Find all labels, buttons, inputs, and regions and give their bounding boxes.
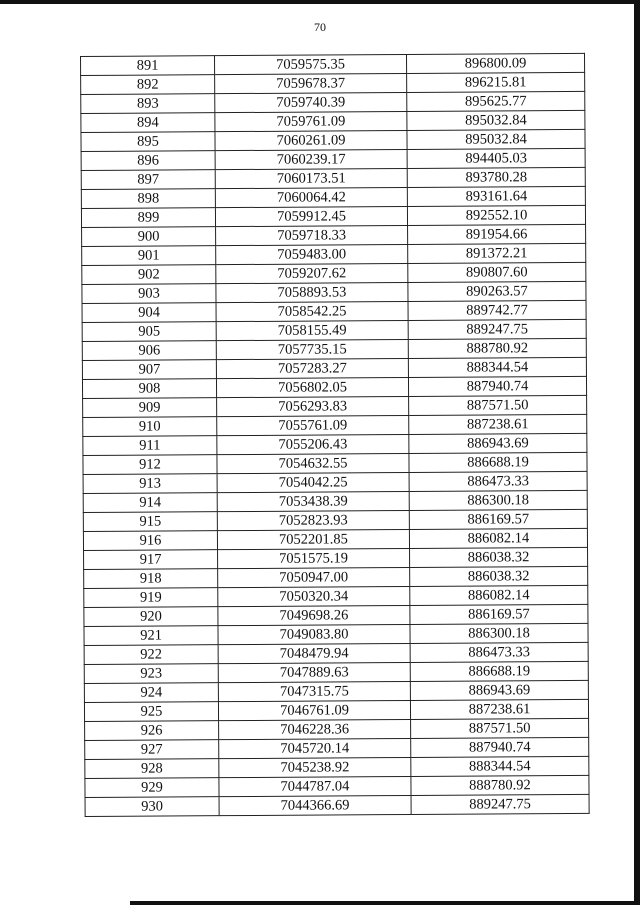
table-row [82,376,586,398]
x-coordinate-cell: 7057735.15 [216,340,408,360]
point-number-cell: 901 [82,246,216,266]
point-number-cell: 922 [84,645,218,665]
point-number-cell: 906 [82,341,216,361]
x-coordinate-cell: 7060261.09 [215,131,407,151]
y-coordinate-cell: 888344.54 [411,756,589,776]
x-coordinate-cell: 7059483.00 [216,245,408,265]
y-coordinate-cell: 895625.77 [407,91,585,111]
x-coordinate-cell: 7045238.92 [219,757,411,777]
x-coordinate-cell: 7056293.83 [217,396,409,416]
table-row [84,642,588,664]
table-row [84,623,588,645]
point-number-cell: 903 [82,284,216,304]
y-coordinate-cell: 889247.75 [408,319,586,339]
y-coordinate-cell: 888780.92 [408,338,586,358]
point-number-cell: 911 [83,436,217,456]
table-row [82,319,586,341]
point-number-cell: 898 [81,189,215,209]
table-row [85,775,589,797]
y-coordinate-cell: 891372.21 [408,243,586,263]
coordinates-table [80,53,590,817]
y-coordinate-cell: 887238.61 [410,699,588,719]
y-coordinate-cell: 888780.92 [411,775,589,795]
point-number-cell: 907 [82,360,216,380]
table-row [82,357,586,379]
point-number-cell: 913 [83,474,217,494]
x-coordinate-cell: 7045720.14 [219,738,411,758]
y-coordinate-cell: 887571.50 [411,718,589,738]
y-coordinate-cell: 886038.32 [410,547,588,567]
table-row [81,91,585,113]
y-coordinate-cell: 886169.57 [409,509,587,529]
scan-edge-top [0,0,640,4]
y-coordinate-cell: 887940.74 [408,376,586,396]
point-number-cell: 923 [84,664,218,684]
x-coordinate-cell: 7059740.39 [215,93,407,113]
table-row [82,281,586,303]
x-coordinate-cell: 7060239.17 [215,150,407,170]
table-row [83,471,587,493]
point-number-cell: 891 [81,56,215,76]
x-coordinate-cell: 7055206.43 [217,434,409,454]
y-coordinate-cell: 896800.09 [406,53,584,73]
y-coordinate-cell: 886473.33 [410,642,588,662]
y-coordinate-cell: 893161.64 [407,186,585,206]
table-row [84,604,588,626]
table-row [81,148,585,170]
point-number-cell: 917 [84,550,218,570]
table-row [84,661,588,683]
y-coordinate-cell: 893780.28 [407,167,585,187]
x-coordinate-cell: 7048479.94 [218,643,410,663]
table-row [81,167,585,189]
table-row [85,737,589,759]
table-row [83,414,587,436]
x-coordinate-cell: 7055761.09 [217,415,409,435]
x-coordinate-cell: 7046228.36 [219,719,411,739]
point-number-cell: 892 [81,75,215,95]
point-number-cell: 900 [82,227,216,247]
x-coordinate-cell: 7044787.04 [219,776,411,796]
x-coordinate-cell: 7058542.25 [216,302,408,322]
table-row [84,680,588,702]
y-coordinate-cell: 888344.54 [408,357,586,377]
y-coordinate-cell: 886473.33 [409,471,587,491]
y-coordinate-cell: 895032.84 [407,129,585,149]
table-row [82,262,586,284]
point-number-cell: 902 [82,265,216,285]
y-coordinate-cell: 886300.18 [410,623,588,643]
point-number-cell: 910 [83,417,217,437]
table-row [82,224,586,246]
table-row [85,794,589,816]
x-coordinate-cell: 7058155.49 [216,321,408,341]
point-number-cell: 894 [81,113,215,133]
table-row [84,547,588,569]
x-coordinate-cell: 7047315.75 [218,681,410,701]
y-coordinate-cell: 886688.19 [409,452,587,472]
point-number-cell: 914 [83,493,217,513]
x-coordinate-cell: 7059207.62 [216,264,408,284]
point-number-cell: 904 [82,303,216,323]
y-coordinate-cell: 890807.60 [408,262,586,282]
x-coordinate-cell: 7051575.19 [218,548,410,568]
x-coordinate-cell: 7050947.00 [218,567,410,587]
scan-edge-bottom [130,901,640,905]
point-number-cell: 928 [85,759,219,779]
point-number-cell: 925 [84,702,218,722]
table-row [84,699,588,721]
table-row [82,243,586,265]
x-coordinate-cell: 7053438.39 [217,491,409,511]
point-number-cell: 895 [81,132,215,152]
y-coordinate-cell: 886082.14 [410,585,588,605]
y-coordinate-cell: 889247.75 [411,794,589,814]
table-row [83,452,587,474]
x-coordinate-cell: 7060173.51 [215,169,407,189]
table-row [81,110,585,132]
point-number-cell: 927 [85,740,219,760]
y-coordinate-cell: 896215.81 [407,72,585,92]
page-number: 70 [314,20,326,34]
y-coordinate-cell: 889742.77 [408,300,586,320]
y-coordinate-cell: 886082.14 [409,528,587,548]
point-number-cell: 908 [82,379,216,399]
x-coordinate-cell: 7059761.09 [215,112,407,132]
y-coordinate-cell: 894405.03 [407,148,585,168]
table-row [81,72,585,94]
x-coordinate-cell: 7047889.63 [218,662,410,682]
point-number-cell: 929 [85,778,219,798]
point-number-cell: 930 [85,797,219,817]
table-row [83,528,587,550]
x-coordinate-cell: 7054042.25 [217,472,409,492]
y-coordinate-cell: 887571.50 [409,395,587,415]
x-coordinate-cell: 7050320.34 [218,586,410,606]
table-row [83,433,587,455]
x-coordinate-cell: 7059718.33 [216,226,408,246]
point-number-cell: 893 [81,94,215,114]
x-coordinate-cell: 7059678.37 [215,74,407,94]
x-coordinate-cell: 7049698.26 [218,605,410,625]
x-coordinate-cell: 7052201.85 [217,529,409,549]
x-coordinate-cell: 7058893.53 [216,283,408,303]
table-row [84,566,588,588]
x-coordinate-cell: 7056802.05 [216,377,408,397]
y-coordinate-cell: 887940.74 [411,737,589,757]
y-coordinate-cell: 887238.61 [409,414,587,434]
x-coordinate-cell: 7059912.45 [215,207,407,227]
table-row [83,490,587,512]
point-number-cell: 899 [81,208,215,228]
point-number-cell: 926 [85,721,219,741]
y-coordinate-cell: 886943.69 [410,680,588,700]
table-row [83,509,587,531]
table-row [82,300,586,322]
table-row [84,585,588,607]
y-coordinate-cell: 886300.18 [409,490,587,510]
x-coordinate-cell: 7046761.09 [218,700,410,720]
x-coordinate-cell: 7044366.69 [219,795,411,815]
point-number-cell: 918 [84,569,218,589]
y-coordinate-cell: 895032.84 [407,110,585,130]
point-number-cell: 919 [84,588,218,608]
x-coordinate-cell: 7060064.42 [215,188,407,208]
scan-edge-right [634,0,640,905]
table-row [82,338,586,360]
point-number-cell: 905 [82,322,216,342]
point-number-cell: 924 [84,683,218,703]
y-coordinate-cell: 886038.32 [410,566,588,586]
x-coordinate-cell: 7049083.80 [218,624,410,644]
y-coordinate-cell: 890263.57 [408,281,586,301]
table-row [81,129,585,151]
point-number-cell: 915 [83,512,217,532]
point-number-cell: 896 [81,151,215,171]
x-coordinate-cell: 7057283.27 [216,358,408,378]
x-coordinate-cell: 7059575.35 [215,55,407,75]
table-row [81,53,585,75]
y-coordinate-cell: 891954.66 [408,224,586,244]
point-number-cell: 912 [83,455,217,475]
y-coordinate-cell: 886943.69 [409,433,587,453]
table-row [83,395,587,417]
y-coordinate-cell: 886688.19 [410,661,588,681]
point-number-cell: 897 [81,170,215,190]
point-number-cell: 921 [84,626,218,646]
table-row [85,756,589,778]
table-row [81,186,585,208]
point-number-cell: 909 [83,398,217,418]
y-coordinate-cell: 892552.10 [407,205,585,225]
coordinates-table-body [81,53,590,816]
table-row [81,205,585,227]
y-coordinate-cell: 886169.57 [410,604,588,624]
x-coordinate-cell: 7054632.55 [217,453,409,473]
point-number-cell: 916 [83,531,217,551]
table-row [85,718,589,740]
point-number-cell: 920 [84,607,218,627]
x-coordinate-cell: 7052823.93 [217,510,409,530]
